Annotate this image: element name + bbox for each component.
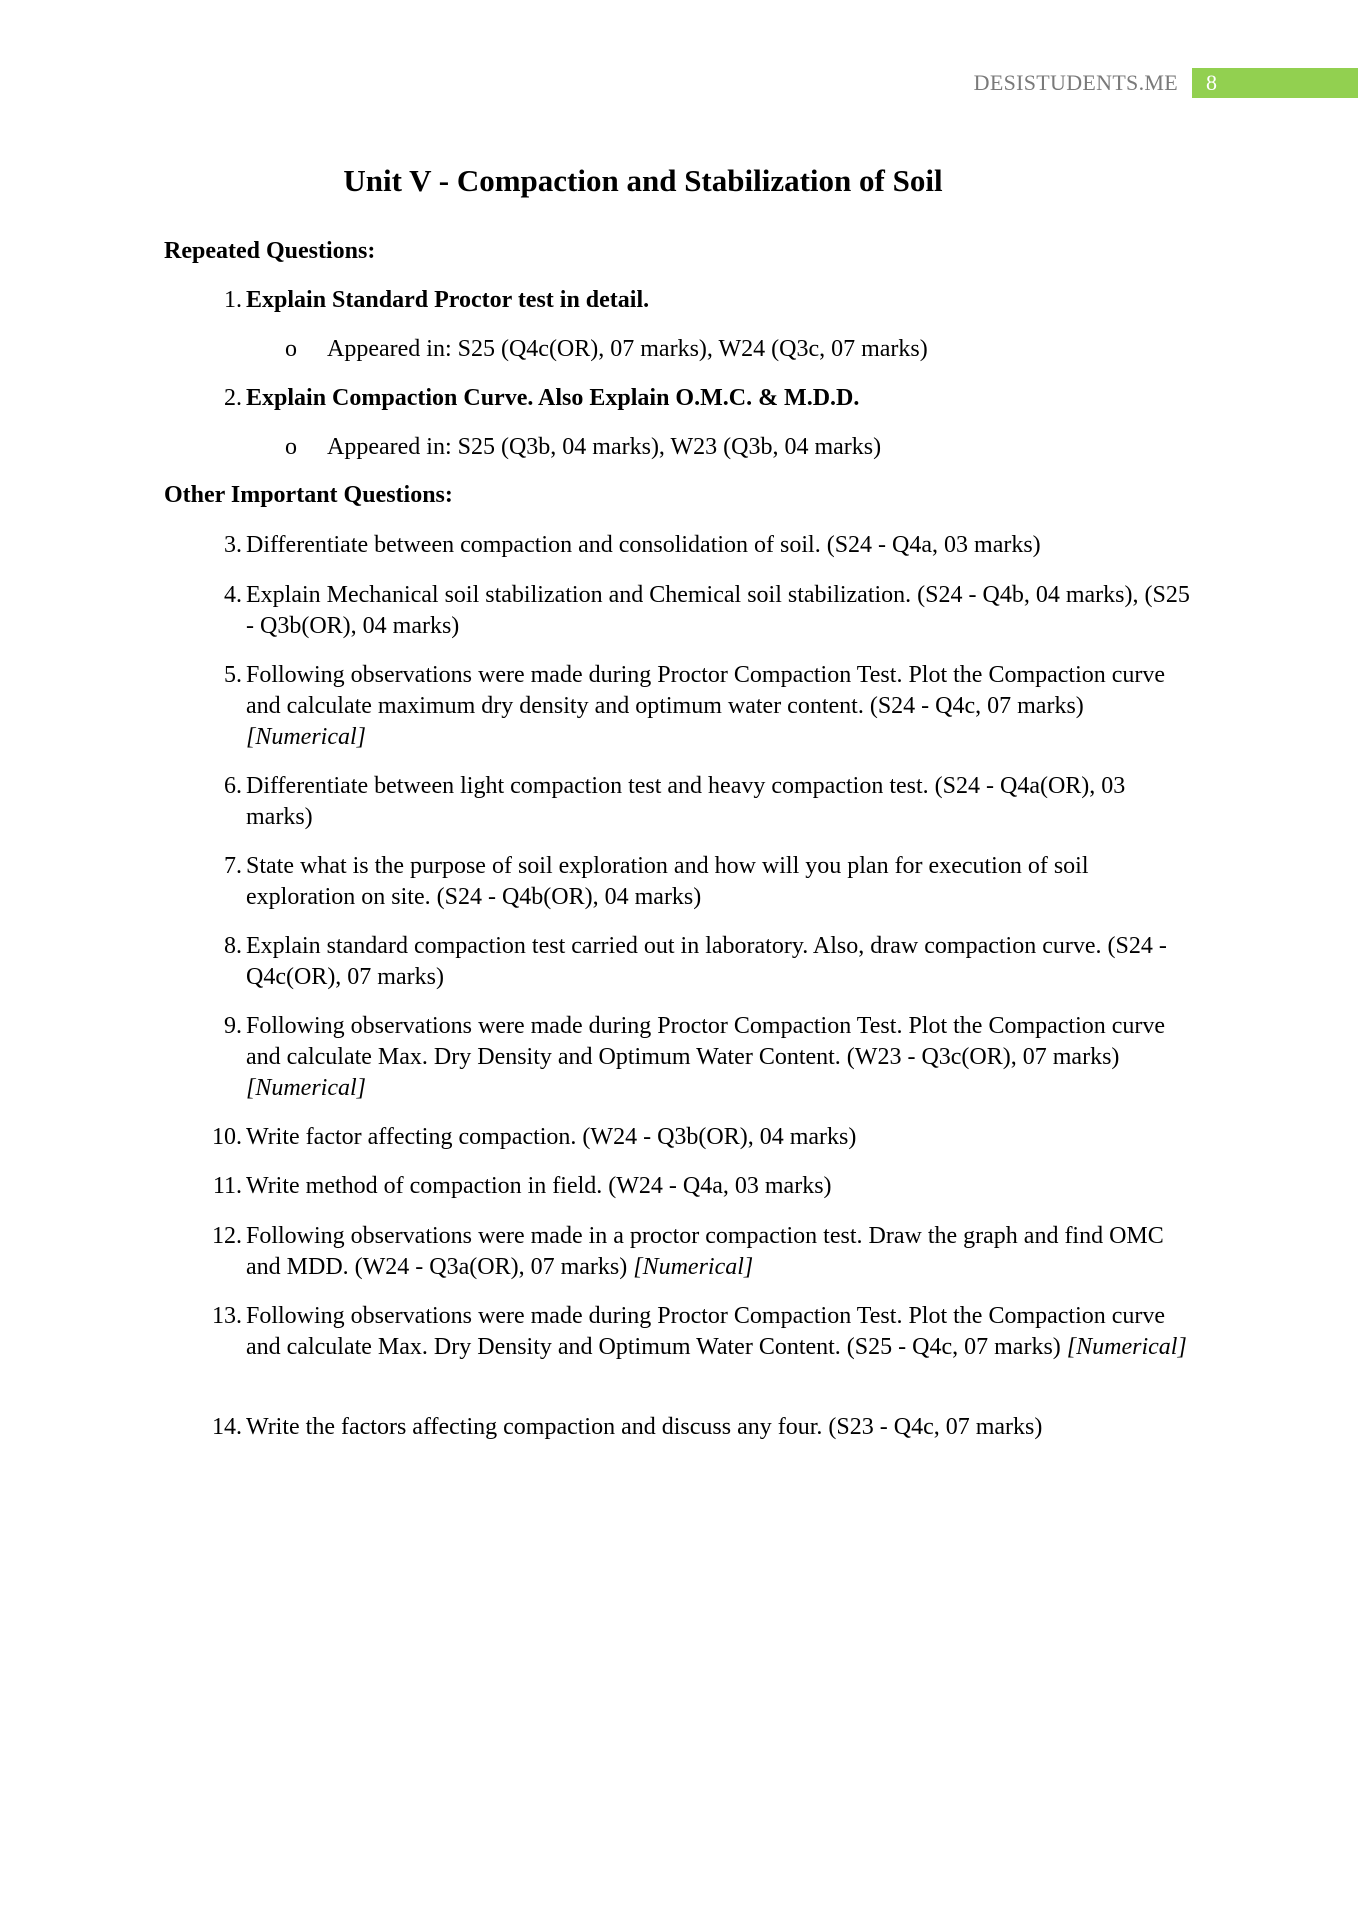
list-item xyxy=(200,851,1200,913)
section-heading-other: Other Important Questions: xyxy=(164,482,453,508)
list-item xyxy=(200,1221,1200,1283)
numerical-tag: [Numerical] xyxy=(246,1075,366,1101)
list-item xyxy=(200,771,1200,833)
item-text: Explain Mechanical soil stabilization and Chemical soil stabilization. (S24 - Q4b, 04 marks), (S25 - Q3b(OR), 04 marks) xyxy=(246,582,1190,639)
item-number: 8. xyxy=(224,933,242,959)
item-text: Write factor affecting compaction. (W24 - Q3b(OR), 04 marks) xyxy=(246,1124,857,1150)
list-item xyxy=(200,383,1200,414)
item-text: Differentiate between light compaction test and heavy compaction test. (S24 - Q4a(OR), 03 marks) xyxy=(246,773,1126,830)
site-name: DESISTUDENTS.ME xyxy=(973,70,1178,95)
item-number: 9. xyxy=(224,1013,242,1039)
item-text: Following observations were made during Proctor Compaction Test. Plot the Compaction curve and calculate Max. Dry Density and Optimum Water Content. (W23 - Q3c(OR), 07 marks) xyxy=(246,1013,1166,1070)
page-title xyxy=(0,163,1358,199)
item-number: 13. xyxy=(212,1303,242,1329)
item-text: Write method of compaction in field. (W24 - Q4a, 03 marks) xyxy=(246,1173,832,1199)
section-heading-repeated: Repeated Questions: xyxy=(164,238,376,264)
item-text: State what is the purpose of soil exploration and how will you plan for execution of soil exploration on site. (S24 - Q4b(OR), 04 marks) xyxy=(246,853,1089,910)
item-text: Explain Compaction Curve. Also Explain O.M.C. & M.D.D. xyxy=(246,385,860,411)
appeared-text: Appeared in: S25 (Q4c(OR), 07 marks), W24 (Q3c, 07 marks) xyxy=(327,336,928,362)
list-item xyxy=(200,1412,1200,1443)
item-text: Following observations were made in a proctor compaction test. Draw the graph and find OMC and MDD. (W24 - Q3a(OR), 07 marks) xyxy=(246,1223,1164,1280)
item-number: 1. xyxy=(224,287,242,313)
item-text: Following observations were made during Proctor Compaction Test. Plot the Compaction curve and calculate Max. Dry Density and Optimum Water Content. (S25 - Q4c, 07 marks) xyxy=(246,1303,1166,1360)
item-number: 14. xyxy=(212,1414,242,1440)
item-number: 11. xyxy=(212,1173,242,1199)
list-item xyxy=(200,660,1200,753)
list-item xyxy=(200,931,1200,993)
appeared-text: Appeared in: S25 (Q3b, 04 marks), W23 (Q3b, 04 marks) xyxy=(327,434,882,460)
item-number: 3. xyxy=(224,532,242,558)
numerical-tag: [Numerical] xyxy=(633,1254,754,1280)
list-item xyxy=(200,530,1200,561)
item-text: Differentiate between compaction and consolidation of soil. (S24 - Q4a, 03 marks) xyxy=(246,532,1041,558)
list-item xyxy=(200,1171,1200,1202)
item-number: 6. xyxy=(224,773,242,799)
item-text: Following observations were made during Proctor Compaction Test. Plot the Compaction curve and calculate maximum dry density and optimum water content. (S24 - Q4c, 07 marks) xyxy=(246,662,1166,719)
item-number: 5. xyxy=(224,662,242,688)
item-text: Explain Standard Proctor test in detail. xyxy=(246,287,650,313)
list-item xyxy=(200,1011,1200,1104)
item-number: 10. xyxy=(212,1124,242,1150)
page-number: 8 xyxy=(1192,68,1358,98)
page-title-text: Unit V - Compaction and Stabilization of Soil xyxy=(343,163,943,198)
item-text: Explain standard compaction test carried out in laboratory. Also, draw compaction curve. (S24 - Q4c(OR), 07 marks) xyxy=(246,933,1167,990)
item-number: 7. xyxy=(224,853,242,879)
list-item xyxy=(200,285,1200,316)
item-text: Write the factors affecting compaction and discuss any four. (S23 - Q4c, 07 marks) xyxy=(246,1414,1043,1440)
item-number: 2. xyxy=(224,385,242,411)
appeared-in-line xyxy=(285,432,881,463)
numerical-tag: [Numerical] xyxy=(1066,1334,1187,1360)
list-item xyxy=(200,1301,1200,1363)
item-number: 4. xyxy=(224,582,242,608)
appeared-in-line xyxy=(285,334,928,365)
bullet-icon: o xyxy=(285,336,297,362)
numerical-tag: [Numerical] xyxy=(246,724,366,750)
item-number: 12. xyxy=(212,1223,242,1249)
bullet-icon: o xyxy=(285,434,297,460)
list-item xyxy=(200,580,1200,642)
list-item xyxy=(200,1122,1200,1153)
